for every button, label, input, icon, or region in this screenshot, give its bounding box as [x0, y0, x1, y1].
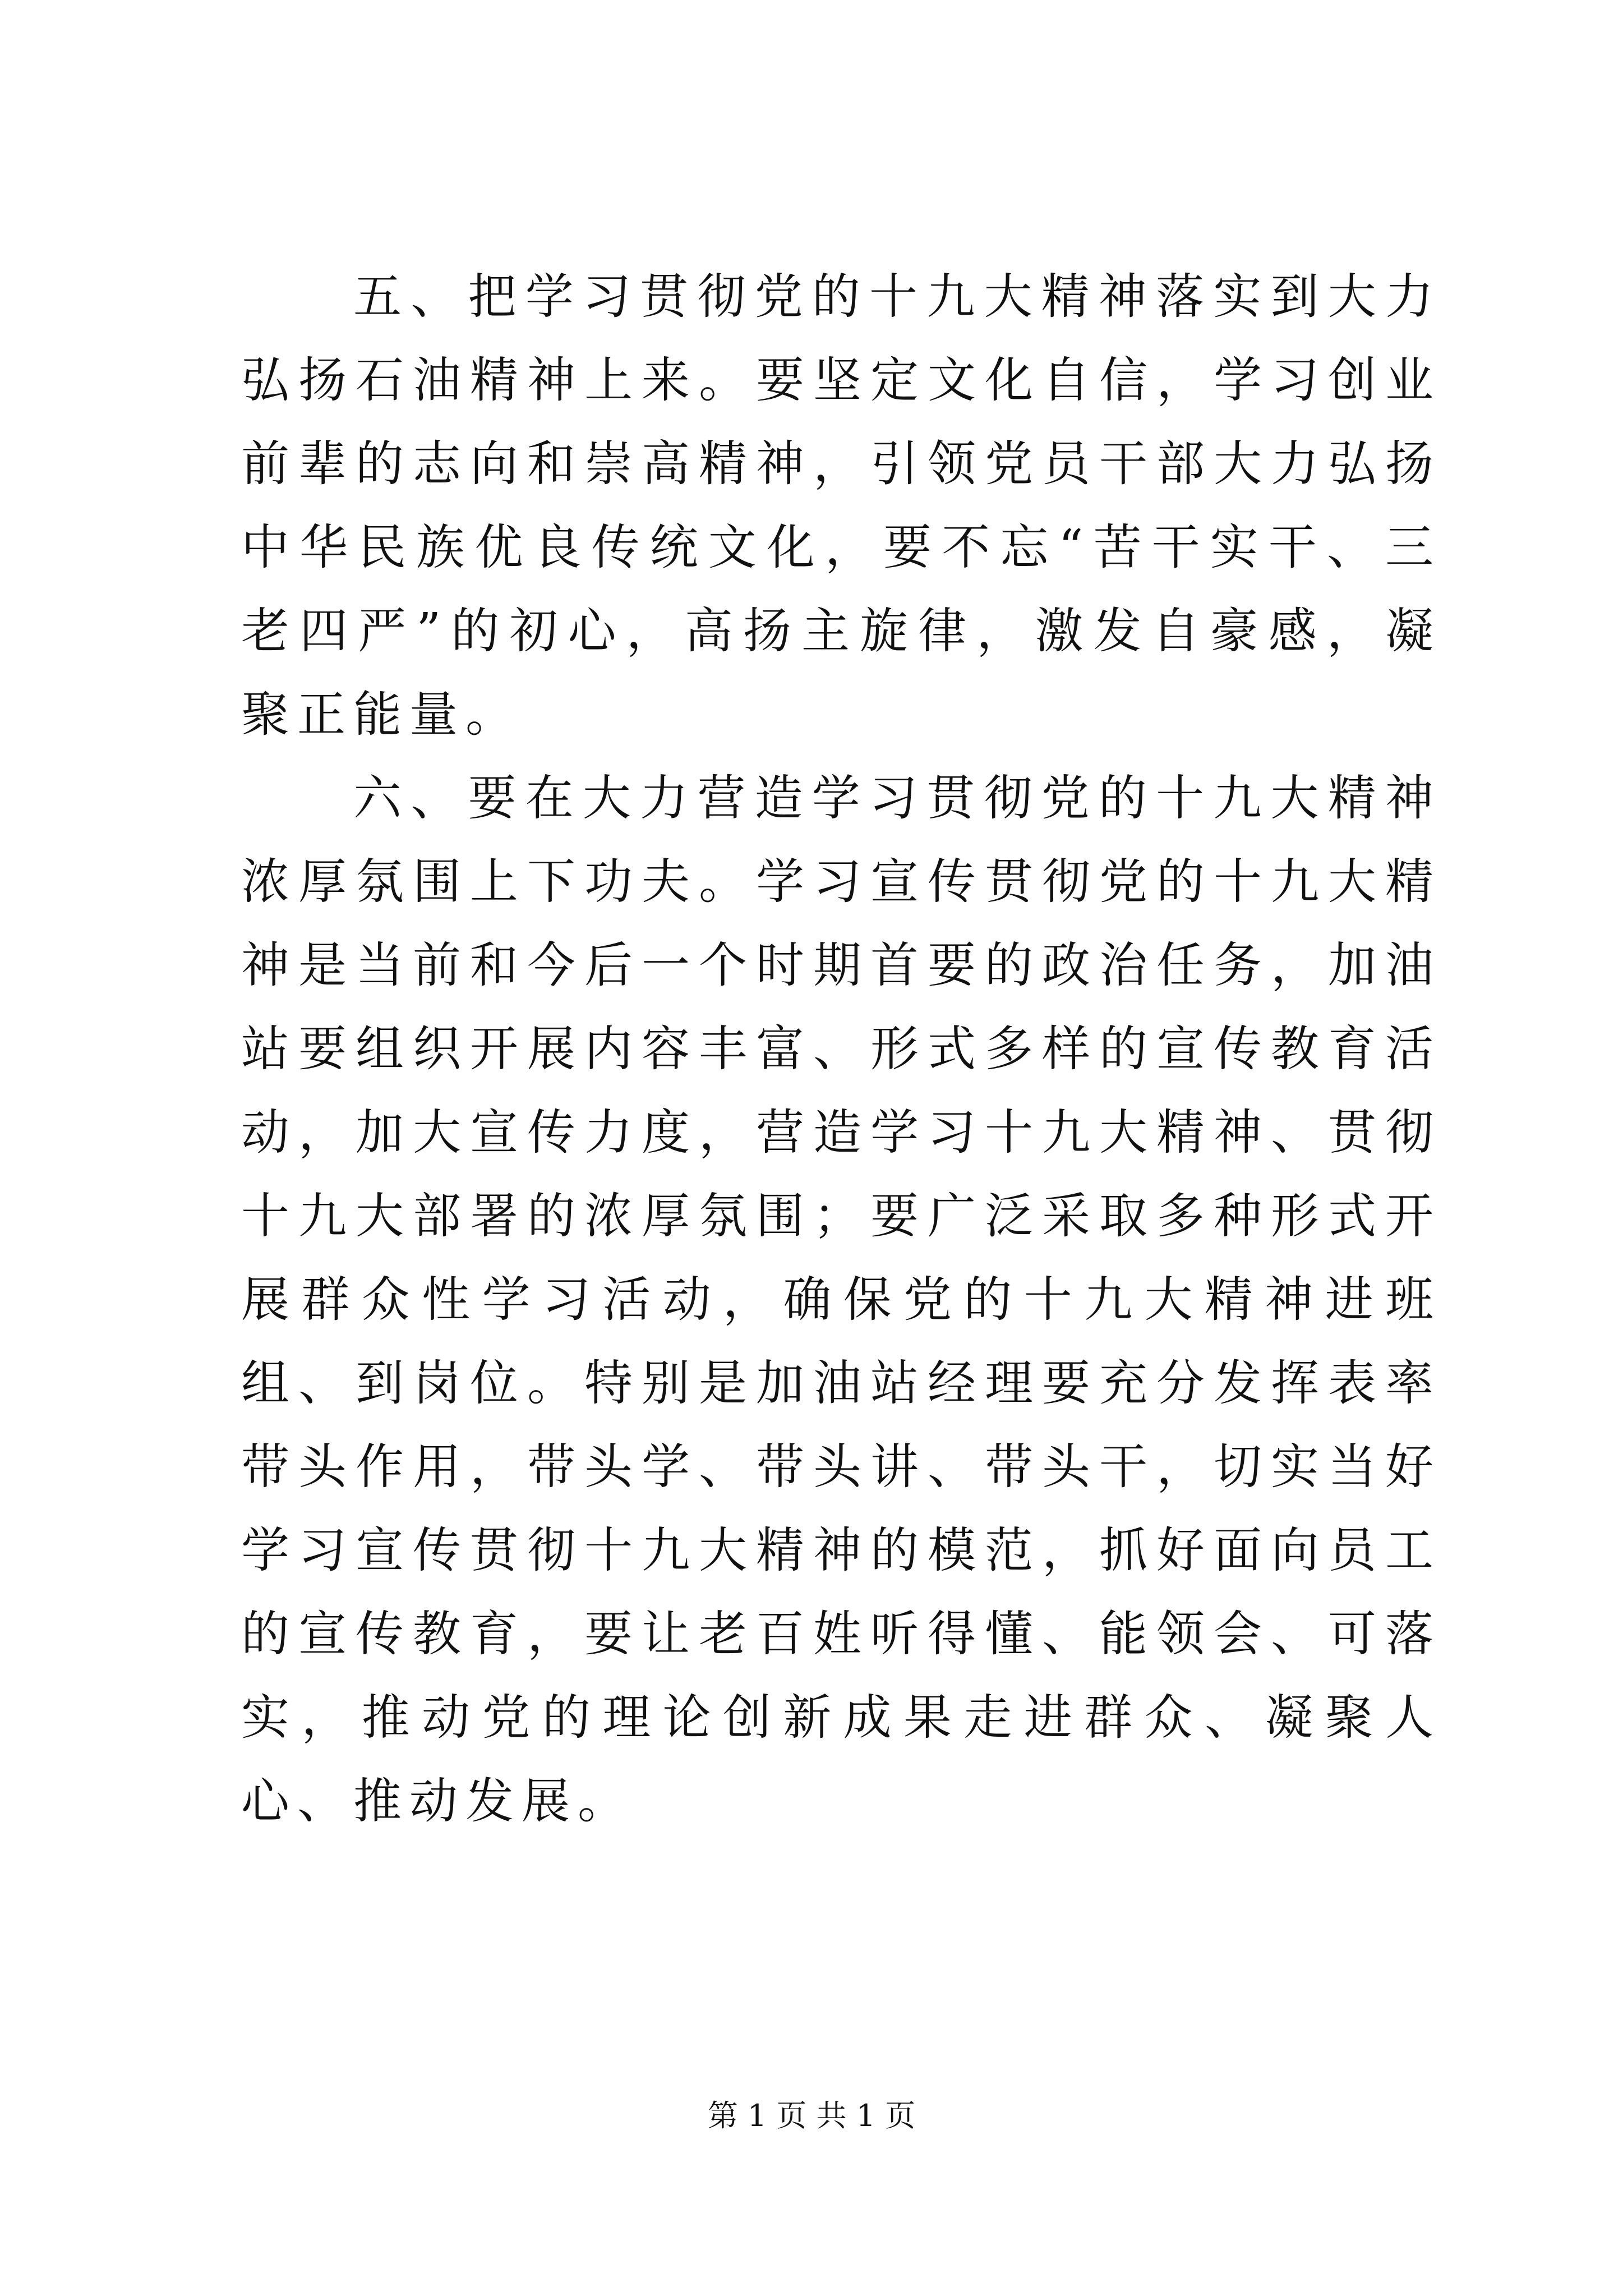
- document-body: [241, 255, 1441, 1843]
- paragraph-five: 五、把学习贯彻党的十九大精神落实到大力弘扬石油精神上来。要坚定文化自信，学习创业前辈的志向和崇高精神，引领党员干部大力弘扬中华民族优良传统文化，要不忘“苦干实干、三老四严”的初心，高扬主旋律，激发自豪感，凝聚正能量。: [241, 269, 1441, 743]
- page-footer: 第 1 页 共 1 页: [707, 2098, 916, 2133]
- paragraph-six: 六、要在大力营造学习贯彻党的十九大精神浓厚氛围上下功夫。学习宣传贯彻党的十九大精神是当前和今后一个时期首要的政治任务，加油站要组织开展内容丰富、形式多样的宣传教育活动，加大宣传力度，营造学习十九大精神、贯彻十九大部署的浓厚氛围；要广泛采取多种形式开展群众性学习活动，确保党的十九大精神进班组、到岗位。特别是加油站经理要充分发挥表率带头作用，带头学、带头讲、带头干，切实当好学习宣传贯彻十九大精神的模范，抓好面向员工的宣传教育，要让老百姓听得懂、能领会、可落实，推动党的理论创新成果走进群众、凝聚人心、推动发展。: [241, 770, 1441, 1829]
